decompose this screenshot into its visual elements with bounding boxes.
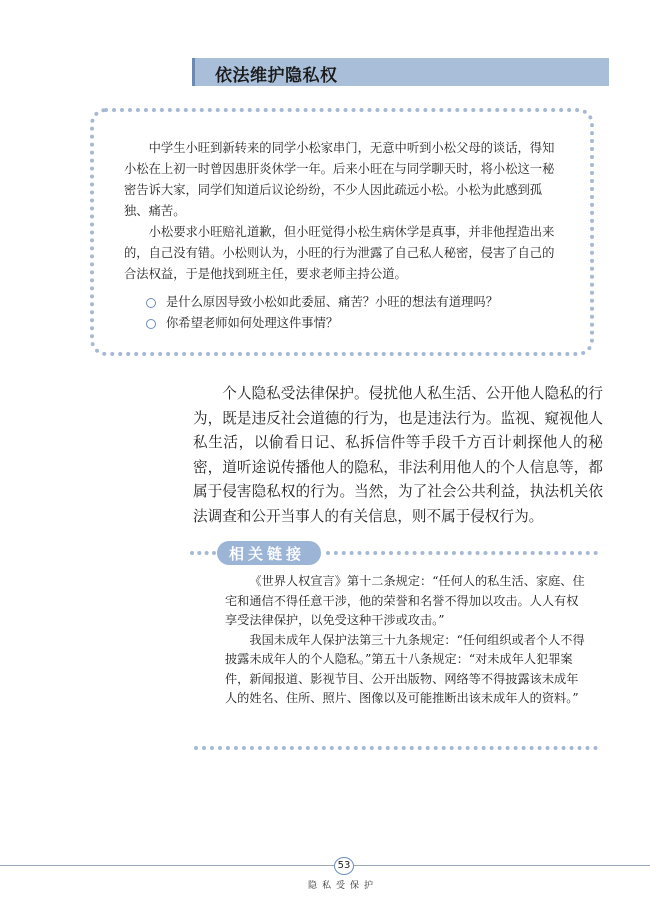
page-number: 53: [334, 857, 354, 875]
dotted-divider-right: [326, 551, 598, 555]
case-study-box: [90, 108, 594, 356]
section-title: 依法维护隐私权: [215, 66, 338, 86]
related-paragraph: 我国未成年人保护法第三十九条规定：“任何组织或者个人不得披露未成年人的个人隐私。”第五十八条规定：“对未成年人犯罪案件，新闻报道、影视节目、公开出版物、网络等不得披露该未成年人的姓名、住所、照片、图像以及可能推断出该未成年人的资料。”: [225, 632, 585, 705]
main-paragraph: 个人隐私受法律保护。侵扰他人私生活、公开他人隐私的行为，既是违反社会道德的行为，也是违法行为。监视、窥视他人私生活，以偷看日记、私拆信件等手段千方百计刺探他人的秘密，道听途说传播他人的隐私，非法利用他人的个人信息等，都属于侵害隐私权的行为。当然，为了社会公共利益，执法机关依法调查和公开当事人的有关信息，则不属于侵权行为。: [193, 385, 603, 525]
related-links-header: [217, 541, 321, 565]
question-text: 是什么原因导致小松如此委屈、痛苦？小旺的想法有道理吗？: [166, 295, 499, 309]
circle-bullet-icon: [146, 298, 156, 308]
running-title: 隐私受保护: [307, 881, 378, 891]
dotted-divider-left: [190, 551, 216, 555]
case-study-text: [124, 138, 560, 285]
circle-bullet-icon: [146, 319, 156, 329]
question-item: [146, 313, 566, 334]
related-links-label: 相关链接: [229, 545, 306, 563]
case-paragraph: 小松要求小旺赔礼道歉，但小旺觉得小松生病休学是真事，并非他捏造出来的，自己没有错。小松则认为，小旺的行为泄露了自己私人秘密，侵害了自己的合法权益，于是他找到班主任，要求老师主持公道。: [124, 225, 555, 281]
question-item: [146, 292, 566, 313]
case-paragraph: 中学生小旺到新转来的同学小松家串门，无意中听到小松父母的谈话，得知小松在上初一时曾因患肝炎休学一年。后来小旺在与同学聊天时，将小松这一秘密告诉大家，同学们知道后议论纷纷，不少人因此疏远小松。小松为此感到孤独、痛苦。: [124, 141, 555, 218]
dotted-divider-bottom: [194, 746, 598, 750]
question-text: 你希望老师如何处理这件事情？: [166, 316, 339, 330]
discussion-questions: [146, 292, 566, 334]
related-paragraph: 《世界人权宣言》第十二条规定：“任何人的私生活、家庭、住宅和通信不得任意干涉，他的荣誉和名誉不得加以攻击。人人有权享受法律保护，以免受这种干涉或攻击。”: [225, 574, 585, 627]
related-links-text: [225, 572, 585, 709]
footer-rule: [0, 865, 650, 866]
section-title-bar: [192, 58, 609, 86]
